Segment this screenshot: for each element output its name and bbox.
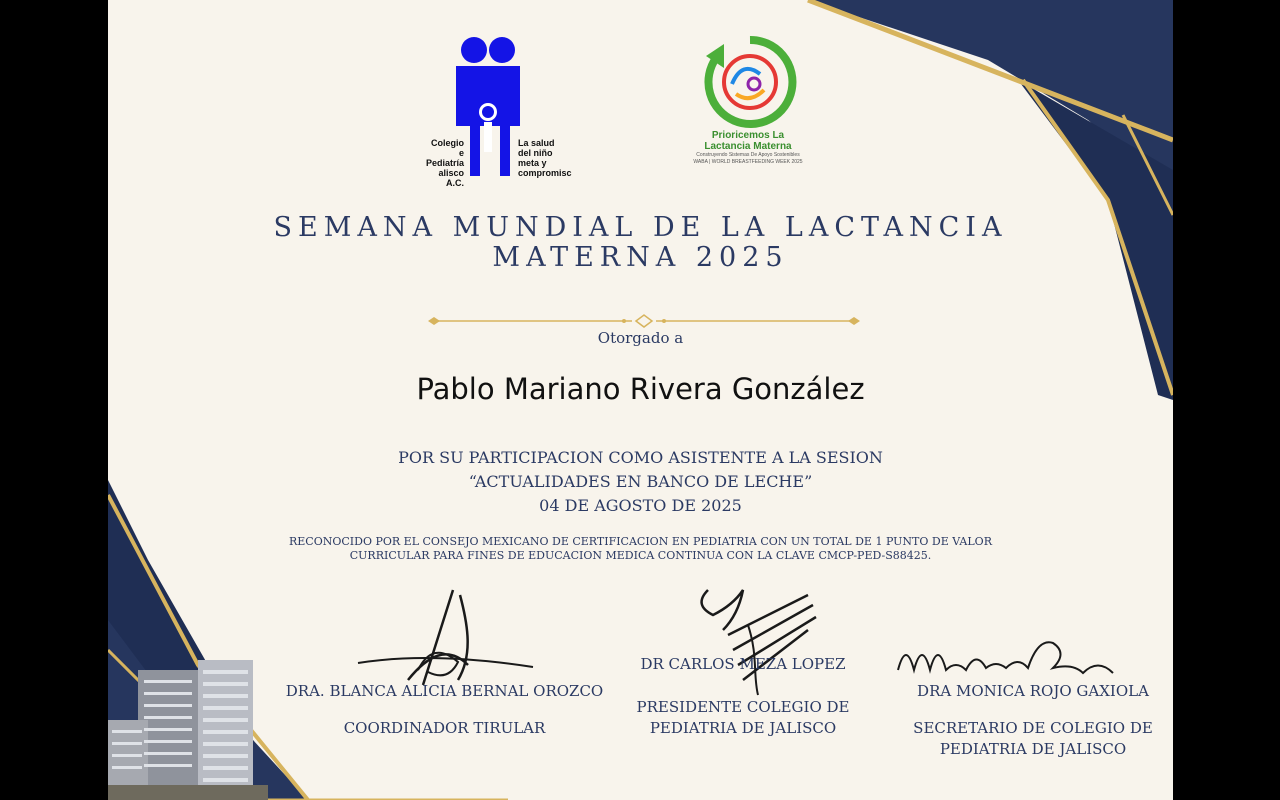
waba-logo-line1: Prioricemos La — [711, 130, 785, 141]
logo-motto-line: La salud — [518, 138, 555, 148]
logo-name-line: e Pediatría — [425, 148, 464, 168]
waba-logo-line2: Lactancia Materna — [704, 141, 792, 152]
signatory-3-role-line1: SECRETARIO DE COLEGIO DE — [913, 719, 1153, 737]
waba-logo-line3: Construyendo Sistemas De Apoyo Sostenibles — [696, 152, 800, 158]
recognition-line2: CURRICULAR PARA FINES DE EDUCACION MEDICA CONTINUA CON LA CLAVE CMCP-PED-S88425. — [349, 549, 932, 562]
signatory-2-role-line1: PRESIDENTE COLEGIO DE — [636, 698, 850, 716]
signature-meza — [688, 575, 828, 700]
signatory-1-role: COORDINADOR TIRULAR — [343, 719, 546, 737]
waba-lactancia-logo — [668, 34, 828, 174]
awarded-to-label: Otorgado a — [597, 329, 684, 347]
waba-logo-line4: WABA | WORLD BREASTFEEDING WEEK 2025 — [693, 159, 803, 165]
session-title: “ACTUALIDADES EN BANCO DE LECHE” — [468, 472, 813, 491]
logo-name-line: Colegio — [431, 138, 464, 148]
signature-rojo — [893, 630, 1143, 690]
colegio-pediatria-logo — [408, 36, 573, 188]
certificate — [108, 0, 1173, 800]
signatory-3-name: DRA MONICA ROJO GAXIOLA — [917, 682, 1149, 700]
recipient-name: Pablo Mariano Rivera González — [416, 372, 865, 406]
recognition-line1: RECONOCIDO POR EL CONSEJO MEXICANO DE CERTIFICACION EN PEDIATRIA CON UN TOTAL DE 1 PUNTO DE VALOR — [288, 535, 992, 548]
hospital-building-image — [108, 650, 268, 800]
logo-motto-line: meta y — [518, 158, 547, 168]
signatory-2-name: DR CARLOS MEZA LOPEZ — [640, 655, 846, 673]
logo-motto-line: compromisc — [518, 168, 572, 178]
certificate-title-line2: MATERNA 2025 — [492, 242, 789, 273]
breastfeeding-circle-icon — [702, 34, 798, 130]
gold-divider — [426, 314, 862, 328]
signatory-3-role-line2: PEDIATRIA DE JALISCO — [939, 740, 1127, 758]
participation-line: POR SU PARTICIPACION COMO ASISTENTE A LA SESION — [398, 448, 883, 467]
session-date: 04 DE AGOSTO DE 2025 — [539, 496, 742, 515]
certificate-title-line1: SEMANA MUNDIAL DE LA LACTANCIA — [273, 212, 1008, 243]
logo-motto-line: del niño — [518, 148, 553, 158]
signatory-1-name: DRA. BLANCA ALICIA BERNAL OROZCO — [285, 682, 604, 700]
signatory-2-role-line2: PEDIATRIA DE JALISCO — [649, 719, 837, 737]
logo-name-line: alisco A.C. — [438, 168, 464, 188]
